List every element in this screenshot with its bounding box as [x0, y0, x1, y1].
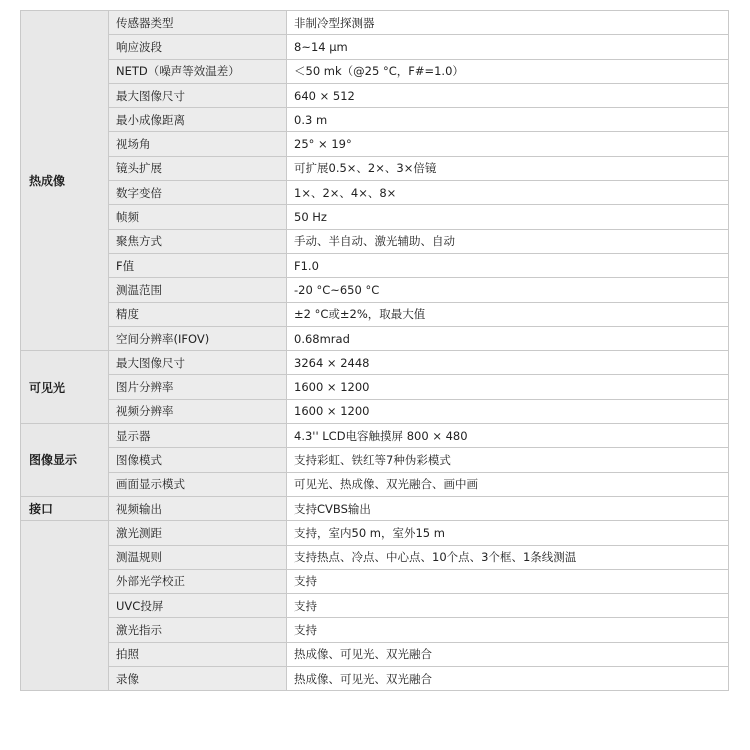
param-value: 可扩展0.5×、2×、3×倍镜 [287, 156, 729, 180]
param-label: 精度 [109, 302, 287, 326]
param-label: 测温规则 [109, 545, 287, 569]
param-value: 0.3 m [287, 108, 729, 132]
param-value: 50 Hz [287, 205, 729, 229]
param-label: 激光测距 [109, 521, 287, 545]
param-value: 支持，室内50 m，室外15 m [287, 521, 729, 545]
table-row [21, 351, 729, 375]
table-row [21, 326, 729, 350]
table-row [21, 424, 729, 448]
table-row [21, 132, 729, 156]
table-row [21, 569, 729, 593]
table-row [21, 545, 729, 569]
param-label: 图像模式 [109, 448, 287, 472]
param-value: 25° × 19° [287, 132, 729, 156]
param-value: ＜50 mk（@25 °C，F#=1.0） [287, 59, 729, 83]
table-row [21, 448, 729, 472]
param-value: 支持 [287, 618, 729, 642]
table-row [21, 496, 729, 520]
param-value: -20 °C~650 °C [287, 278, 729, 302]
param-label: 画面显示模式 [109, 472, 287, 496]
param-value: 可见光、热成像、双光融合、画中画 [287, 472, 729, 496]
param-label: 传感器类型 [109, 11, 287, 35]
category-functions [21, 521, 109, 691]
category-thermal-imaging: 热成像 [21, 11, 109, 351]
param-label: 视频分辨率 [109, 399, 287, 423]
param-value: 1600 × 1200 [287, 375, 729, 399]
param-value: 支持 [287, 569, 729, 593]
table-row [21, 205, 729, 229]
param-value: 非制冷型探测器 [287, 11, 729, 35]
table-row [21, 618, 729, 642]
param-label: NETD（噪声等效温差） [109, 59, 287, 83]
param-label: UVC投屏 [109, 594, 287, 618]
table-row [21, 472, 729, 496]
category-interface: 接口 [21, 496, 109, 520]
table-row [21, 399, 729, 423]
param-label: 图片分辨率 [109, 375, 287, 399]
table-row [21, 253, 729, 277]
param-label: 视频输出 [109, 496, 287, 520]
param-value: 4.3'' LCD电容触摸屏 800 × 480 [287, 424, 729, 448]
param-value: F1.0 [287, 253, 729, 277]
param-value: 1600 × 1200 [287, 399, 729, 423]
category-image-display: 图像显示 [21, 424, 109, 497]
param-value: 支持热点、冷点、中心点、10个点、3个框、1条线测温 [287, 545, 729, 569]
param-label: 帧频 [109, 205, 287, 229]
table-row [21, 302, 729, 326]
table-row [21, 181, 729, 205]
param-label: F值 [109, 253, 287, 277]
param-value: 手动、半自动、激光辅助、自动 [287, 229, 729, 253]
spec-table [20, 10, 729, 691]
table-row [21, 59, 729, 83]
table-row [21, 156, 729, 180]
table-row [21, 667, 729, 691]
param-value: 0.68mrad [287, 326, 729, 350]
table-row [21, 594, 729, 618]
param-label: 拍照 [109, 642, 287, 666]
table-row [21, 642, 729, 666]
table-row [21, 11, 729, 35]
param-value: 支持彩虹、铁红等7种伪彩模式 [287, 448, 729, 472]
param-label: 视场角 [109, 132, 287, 156]
param-label: 响应波段 [109, 35, 287, 59]
table-row [21, 83, 729, 107]
param-value: 640 × 512 [287, 83, 729, 107]
param-value: 热成像、可见光、双光融合 [287, 667, 729, 691]
param-label: 聚焦方式 [109, 229, 287, 253]
spec-table-body [21, 11, 729, 691]
param-label: 镜头扩展 [109, 156, 287, 180]
param-value: 支持 [287, 594, 729, 618]
param-value: 3264 × 2448 [287, 351, 729, 375]
param-label: 最大图像尺寸 [109, 351, 287, 375]
table-row [21, 375, 729, 399]
param-label: 最小成像距离 [109, 108, 287, 132]
category-visible-light: 可见光 [21, 351, 109, 424]
param-label: 激光指示 [109, 618, 287, 642]
spec-table-container [20, 10, 728, 691]
param-label: 最大图像尺寸 [109, 83, 287, 107]
param-label: 外部光学校正 [109, 569, 287, 593]
param-label: 空间分辨率(IFOV) [109, 326, 287, 350]
param-value: 8~14 μm [287, 35, 729, 59]
table-row [21, 108, 729, 132]
param-value: ±2 °C或±2%，取最大值 [287, 302, 729, 326]
param-label: 录像 [109, 667, 287, 691]
table-row [21, 229, 729, 253]
param-value: 1×、2×、4×、8× [287, 181, 729, 205]
table-row [21, 521, 729, 545]
table-row [21, 35, 729, 59]
param-value: 支持CVBS输出 [287, 496, 729, 520]
param-value: 热成像、可见光、双光融合 [287, 642, 729, 666]
param-label: 测温范围 [109, 278, 287, 302]
param-label: 显示器 [109, 424, 287, 448]
param-label: 数字变倍 [109, 181, 287, 205]
table-row [21, 278, 729, 302]
